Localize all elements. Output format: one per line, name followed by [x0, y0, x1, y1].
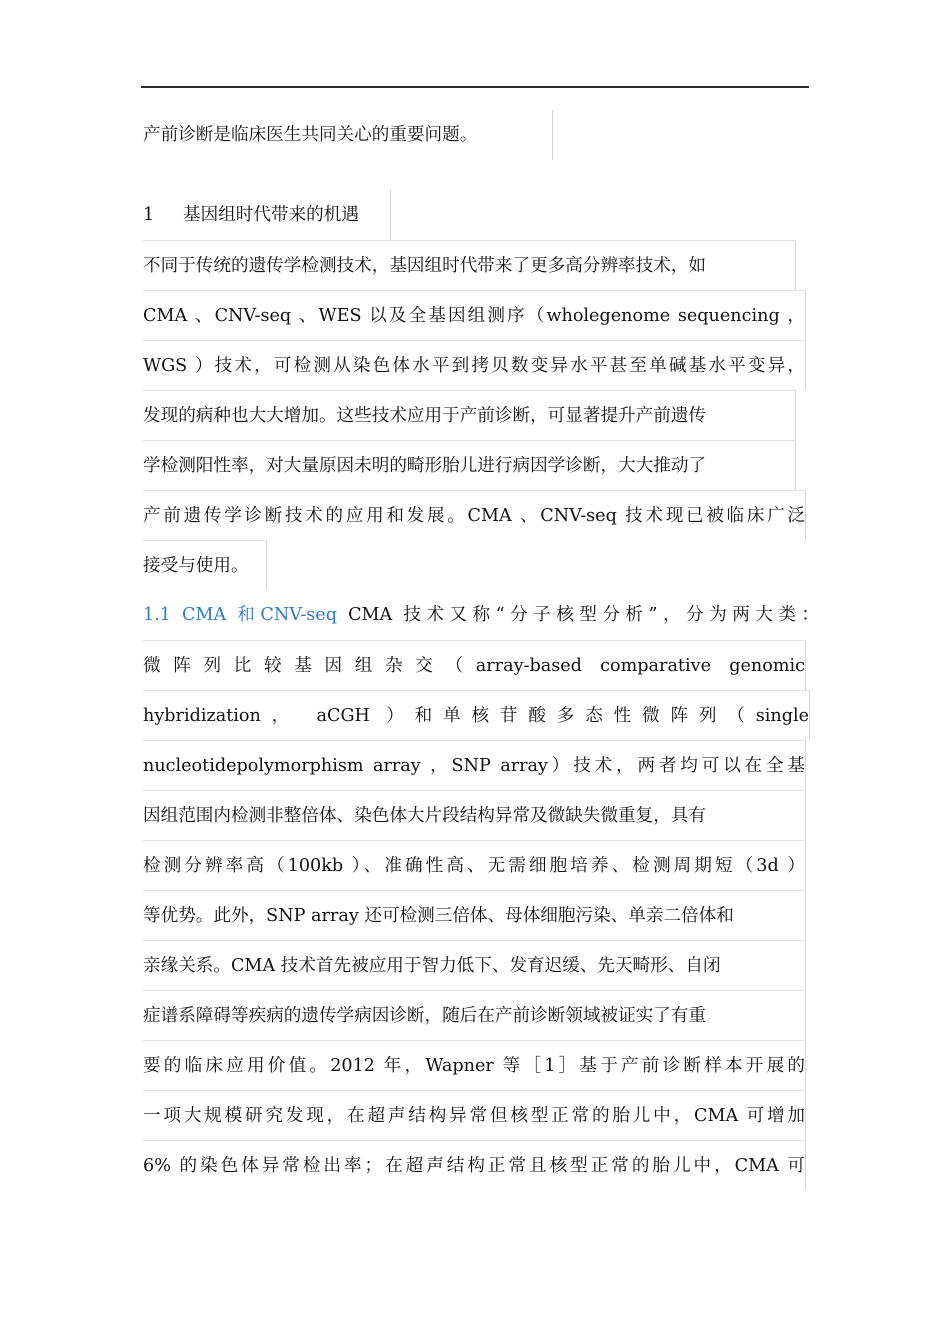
text-line: [143, 390, 796, 440]
line-text: 亲缘关系。CMA 技术首先被应用于智力低下、发育迟缓、先天畸形、自闭: [143, 956, 721, 976]
text-line: [143, 490, 806, 540]
line-text: CMA 、CNV-seq 、WES 以及全基因组测序（wholegenome sequencing ，: [143, 306, 805, 326]
text-line: [143, 940, 806, 990]
line-text: 学检测阳性率，对大量原因未明的畸形胎儿进行病因学诊断，大大推动了: [143, 456, 707, 476]
text-line: [143, 540, 267, 590]
text-line: [143, 440, 796, 490]
text-line: [143, 340, 806, 390]
text-line: [143, 790, 806, 840]
line-text: 等优势。此外，SNP array 还可检测三倍体、母体细胞污染、单亲二倍体和: [143, 906, 734, 926]
text-line: [143, 1090, 806, 1140]
line-text: 产前诊断是临床医生共同关心的重要问题。: [143, 125, 478, 145]
text-line: [143, 1140, 806, 1190]
section-title: 基因组时代带来的机遇: [183, 205, 359, 225]
line-text: nucleotidepolymorphism array ，SNP array）技术，两者均可以在全基: [143, 756, 805, 776]
text-line: [143, 990, 806, 1040]
line-text: WGS ）技术，可检测从染色体水平到拷贝数变异水平甚至单碱基水平变异，: [143, 356, 805, 376]
subsection-heading-line: [143, 590, 819, 640]
line-text: 检测分辨率高（100kb ）、准确性高、无需细胞培养、检测周期短（3d ）: [143, 856, 805, 876]
line-text: 因组范围内检测非整倍体、染色体大片段结构异常及微缺失微重复，具有: [143, 806, 707, 826]
line-text: 一项大规模研究发现，在超声结构异常但核型正常的胎儿中，CMA 可增加: [143, 1106, 805, 1126]
section-heading: [143, 190, 391, 240]
text-line: [143, 290, 806, 340]
section-number: 1: [143, 205, 155, 225]
line-text: 发现的病种也大大增加。这些技术应用于产前诊断，可显著提升产前遗传: [143, 406, 707, 426]
line-text: CMA 技术又称“分子核型分析”，分为两大类：: [348, 605, 820, 625]
line-text: 不同于传统的遗传学检测技术，基因组时代带来了更多高分辨率技术，如: [143, 256, 707, 276]
line-text: 微阵列比较基因组杂交（array-based comparative genomic: [143, 656, 805, 676]
text-line: [143, 640, 806, 690]
line-text: 症谱系障碍等疾病的遗传学病因诊断，随后在产前诊断领域被证实了有重: [143, 1006, 707, 1026]
text-line: [143, 240, 796, 290]
line-text: hybridization， aCGH ）和单核苷酸多态性微阵列（single: [143, 706, 809, 726]
text-line: [143, 840, 806, 890]
subsection-title: 1.1 CMA 和CNV-seq: [143, 605, 337, 625]
header-rule: [141, 86, 809, 88]
text-line: [143, 1040, 806, 1090]
text-line: [143, 690, 810, 740]
text-line: [143, 110, 553, 160]
line-text: 产前遗传学诊断技术的应用和发展。CMA 、CNV-seq 技术现已被临床广泛: [143, 506, 805, 526]
text-line: [143, 740, 806, 790]
text-line: [143, 890, 806, 940]
line-text: 6% 的染色体异常检出率；在超声结构正常且核型正常的胎儿中，CMA 可: [143, 1156, 805, 1176]
line-text: 要的临床应用价值。2012 年，Wapner 等［1］基于产前诊断样本开展的: [143, 1056, 805, 1076]
line-text: 接受与使用。: [143, 556, 249, 576]
